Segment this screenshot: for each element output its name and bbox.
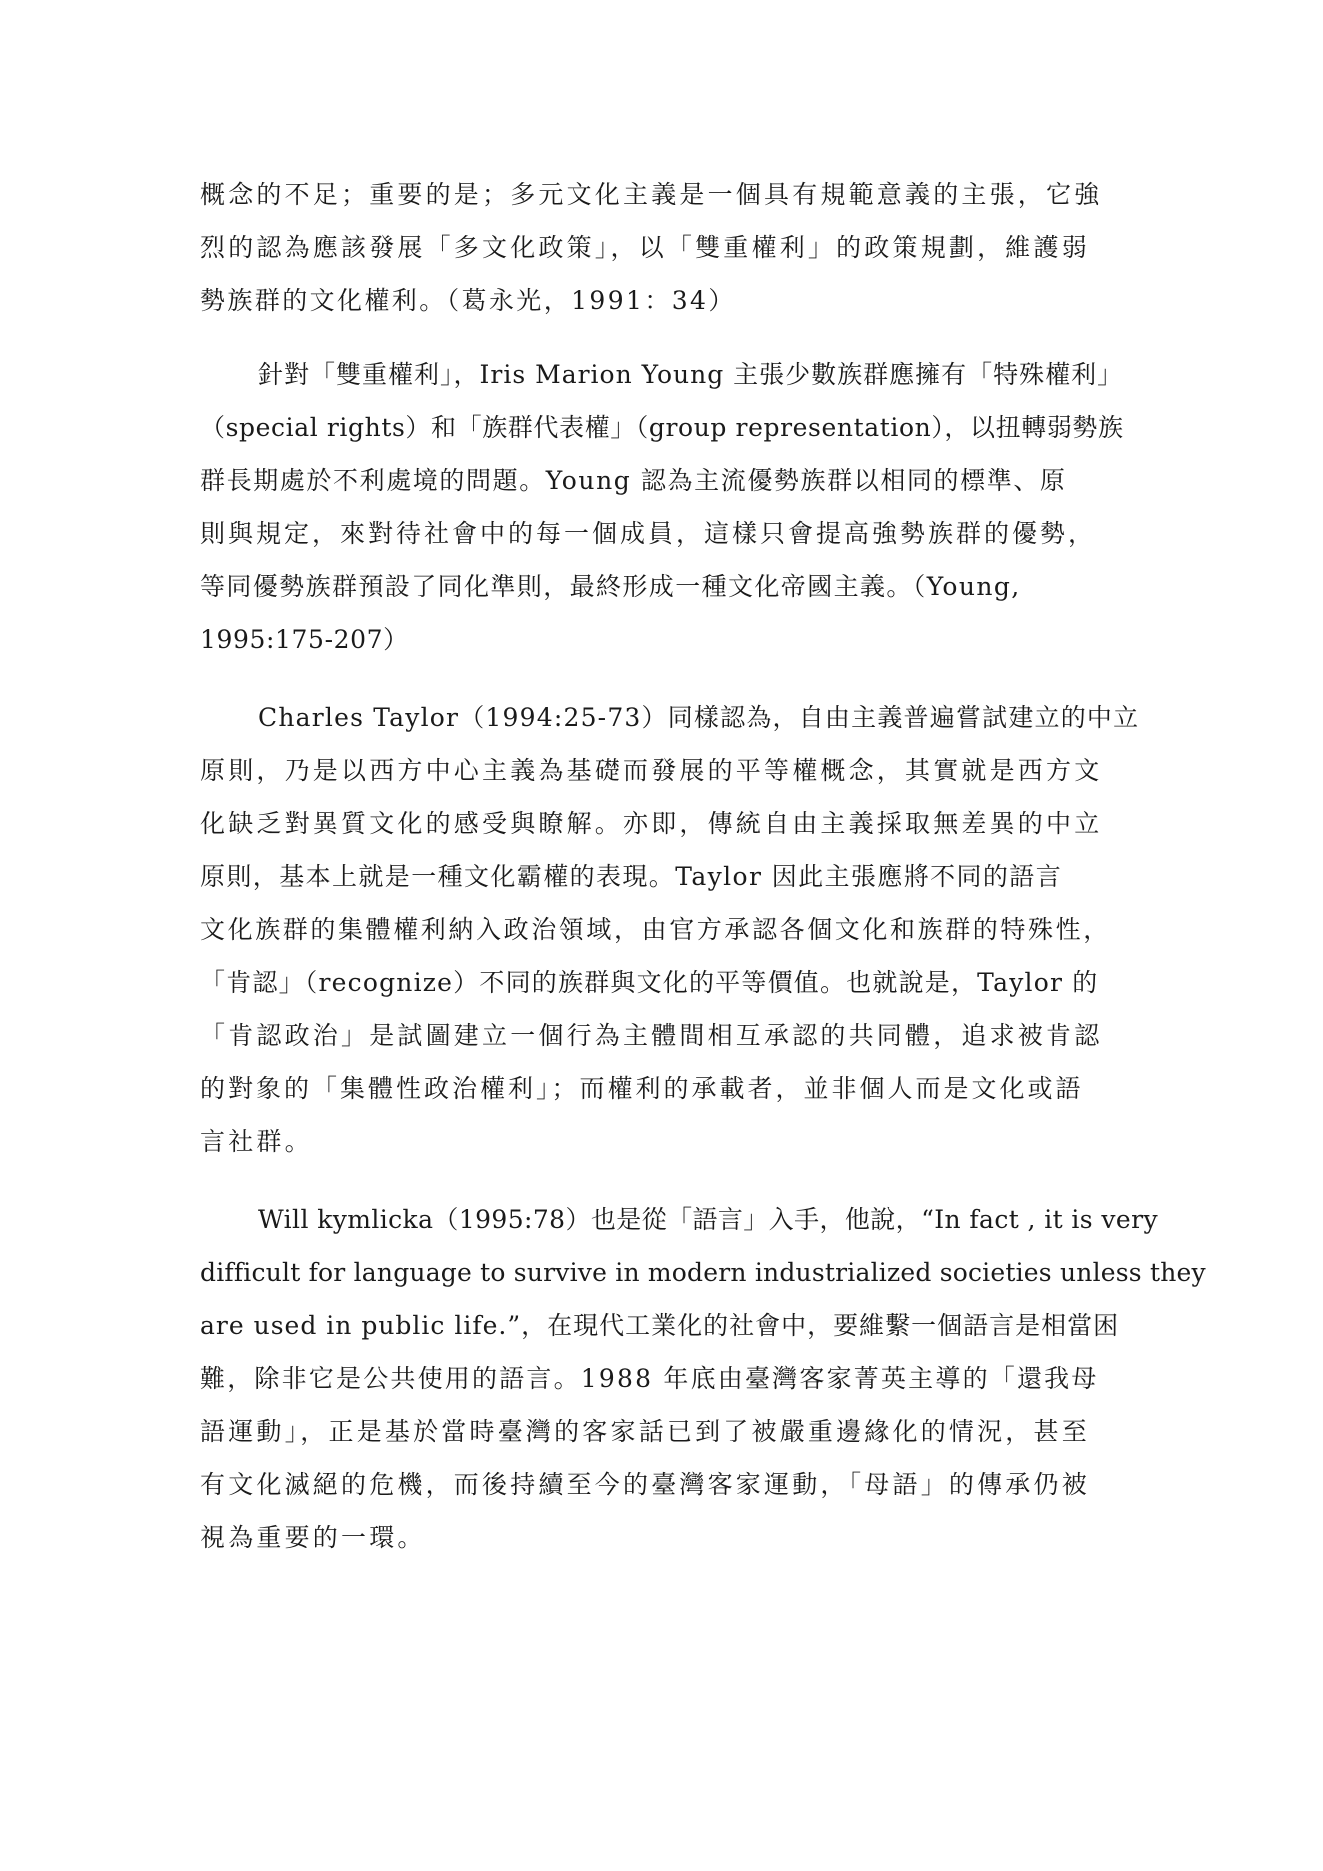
text-line: 「肯認」（recognize）不同的族群與文化的平等價值。也就說是，Taylor 的 [200, 968, 1099, 997]
text-line: 針對「雙重權利」，Iris Marion Young 主張少數族群應擁有「特殊權利」 [258, 360, 1124, 389]
text-line: 「肯認政治」是試圖建立一個行為主體間相互承認的共同體，追求被肯認 [200, 1021, 1103, 1050]
text-line: 的對象的「集體性政治權利」；而權利的承載者，並非個人而是文化或語 [200, 1074, 1084, 1103]
paragraph-will-kymlicka [200, 1193, 1206, 1564]
text-line: 群長期處於不利處境的問題。Young 認為主流優勢族群以相同的標準、原 [200, 466, 1067, 495]
text-line: 有文化滅絕的危機，而後持續至今的臺灣客家運動，「母語」的傳承仍被 [200, 1470, 1090, 1499]
text-line: 語運動」，正是基於當時臺灣的客家話已到了被嚴重邊緣化的情況，甚至 [200, 1417, 1090, 1446]
text-line: 化缺乏對異質文化的感受與瞭解。亦即，傳統自由主義採取無差異的中立 [200, 809, 1103, 838]
text-line: 原則，乃是以西方中心主義為基礎而發展的平等權概念，其實就是西方文 [200, 756, 1103, 785]
text-line: 則與規定，來對待社會中的每一個成員，這樣只會提高強勢族群的優勢， [200, 519, 1097, 548]
text-line: are used in public life.”，在現代工業化的社會中，要維繫一個語言是相當困 [200, 1311, 1120, 1340]
paragraph-charles-taylor [200, 691, 1160, 1168]
text-line: Will kymlicka（1995:78）也是從「語言」入手，他說，“In fact , it is very [258, 1205, 1158, 1234]
text-line: 難，除非它是公共使用的語言。1988 年底由臺灣客家菁英主導的「還我母 [200, 1364, 1099, 1393]
text-line: 1995:175-207） [200, 625, 409, 654]
text-line: 原則，基本上就是一種文化霸權的表現。Taylor 因此主張應將不同的語言 [200, 862, 1063, 891]
text-line: 烈的認為應該發展「多文化政策」，以「雙重權利」的政策規劃，維護弱 [200, 233, 1090, 262]
text-line: difficult for language to survive in modern industrialized societies unless they [200, 1258, 1206, 1287]
text-line: （special rights）和「族群代表權」（group representation），以扭轉弱勢族 [200, 413, 1124, 442]
text-line: 言社群。 [200, 1127, 313, 1156]
text-line: 概念的不足；重要的是；多元文化主義是一個具有規範意義的主張，它強 [200, 180, 1103, 209]
text-line: 視為重要的一環。 [200, 1523, 426, 1552]
text-line: 勢族群的文化權利。（葛永光，1991：34） [200, 286, 736, 315]
paragraph-multicultural-rights [200, 168, 1160, 327]
text-line: 等同優勢族群預設了同化準則，最終形成一種文化帝國主義。（Young, [200, 572, 1021, 601]
paragraph-iris-marion-young [200, 348, 1160, 666]
text-line: Charles Taylor（1994:25-73）同樣認為，自由主義普遍嘗試建立的中立 [258, 703, 1140, 732]
text-line: 文化族群的集體權利納入政治領域，由官方承認各個文化和族群的特殊性， [200, 915, 1111, 944]
